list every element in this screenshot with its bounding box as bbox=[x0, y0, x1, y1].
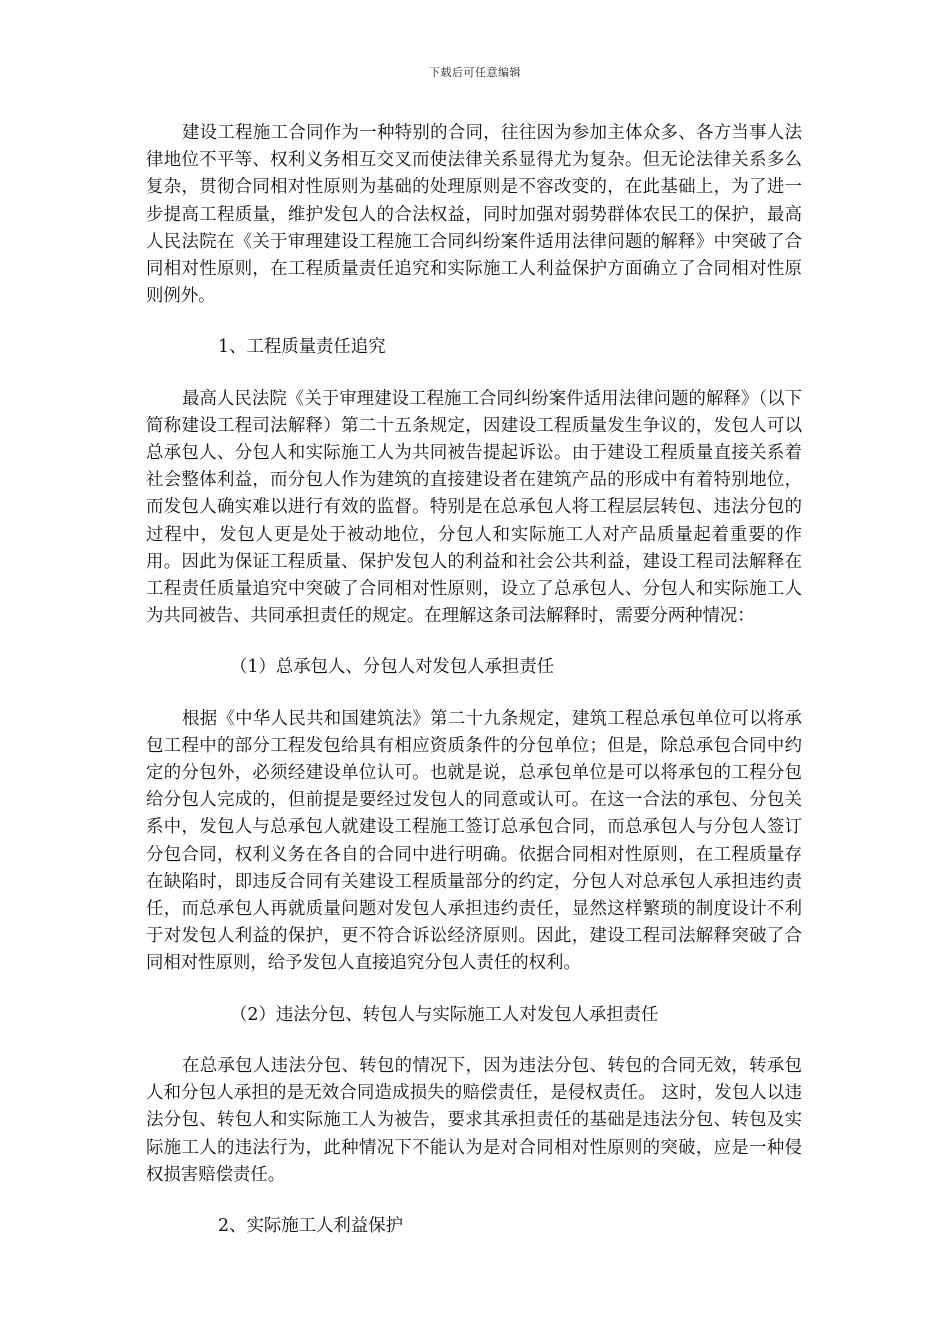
document-body bbox=[146, 120, 802, 1264]
section-1-heading: 1、工程质量责任追究 bbox=[218, 337, 386, 358]
subsection-1-heading: （1）总承包人、分包人对发包人承担责任 bbox=[230, 657, 555, 678]
section-1-paragraph: 最高人民法院《关于审理建设工程施工合同纠纷案件适用法律问题的解释》（以下简称建设工程司法解释）第二十五条规定，因建设工程质量发生争议的，发包人可以总承包人、分包人和实际施工人为共同被告提起诉讼。由于建设工程质量直接关系着社会整体利益，而分包人作为建筑的直接建设者在建筑产品的形成中有着特别地位，而发包人确实难以进行有效的监督。特别是在总承包人将工程层层转包、违法分包的过程中，发包人更是处于被动地位，分包人和实际施工人对产品质量起着重要的作用。因此为保证工程质量、保护发包人的利益和社会公共利益，建设工程司法解释在工程责任质量追究中突破了合同相对性原则，设立了总承包人、分包人和实际施工人为共同被告、共同承担责任的规定。在理解这条司法解释时，需要分两种情况： bbox=[146, 388, 802, 627]
header-note: 下载后可任意编辑 bbox=[429, 66, 521, 79]
subsection-2-paragraph: 在总承包人违法分包、转包的情况下，因为违法分包、转包的合同无效，转承包人和分包人承担的是无效合同造成损失的赔偿责任，是侵权责任。 这时，发包人以违法分包、转包人和实际施工人为被告，要求其承担责任的基础是违法分包、转包及实际施工人的违法行为，此种情况下不能认为是对合同相对性原则的突破，应是一种侵权损害赔偿责任。 bbox=[146, 1055, 802, 1185]
section-2-heading: 2、实际施工人利益保护 bbox=[218, 1215, 403, 1236]
subsection-1-paragraph: 根据《中华人民共和国建筑法》第二十九条规定，建筑工程总承包单位可以将承包工程中的部分工程发包给具有相应资质条件的分包单位；但是，除总承包合同中约定的分包外，必须经建设单位认可。也就是说，总承包单位是可以将承包的工程分包给分包人完成的，但前提是要经过发包人的同意或认可。在这一合法的承包、分包关系中，发包人与总承包人就建设工程施工签订总承包合同，而总承包人与分包人签订分包合同，权利义务在各自的合同中进行明确。依据合同相对性原则，在工程质量存在缺陷时，即违反合同有关建设工程质量部分的约定，分包人对总承包人承担违约责任，而总承包人再就质量问题对发包人承担违约责任，显然这样繁琐的制度设计不利于对发包人利益的保护，更不符合诉讼经济原则。因此，建设工程司法解释突破了合同相对性原则，给予发包人直接追究分包人责任的权利。 bbox=[146, 708, 802, 974]
intro-paragraph: 建设工程施工合同作为一种特别的合同，往往因为参加主体众多、各方当事人法律地位不平等、权利义务相互交叉而使法律关系显得尤为复杂。但无论法律关系多么复杂，贯彻合同相对性原则为基础的处理原则是不容改变的，在此基础上，为了进一步提高工程质量，维护发包人的合法权益，同时加强对弱势群体农民工的保护，最高人民法院在《关于审理建设工程施工合同纠纷案件适用法律问题的解释》中突破了合同相对性原则，在工程质量责任追究和实际施工人利益保护方面确立了合同相对性原则例外。 bbox=[146, 123, 802, 307]
subsection-2-heading: （2）违法分包、转包人与实际施工人对发包人承担责任 bbox=[230, 1004, 659, 1025]
